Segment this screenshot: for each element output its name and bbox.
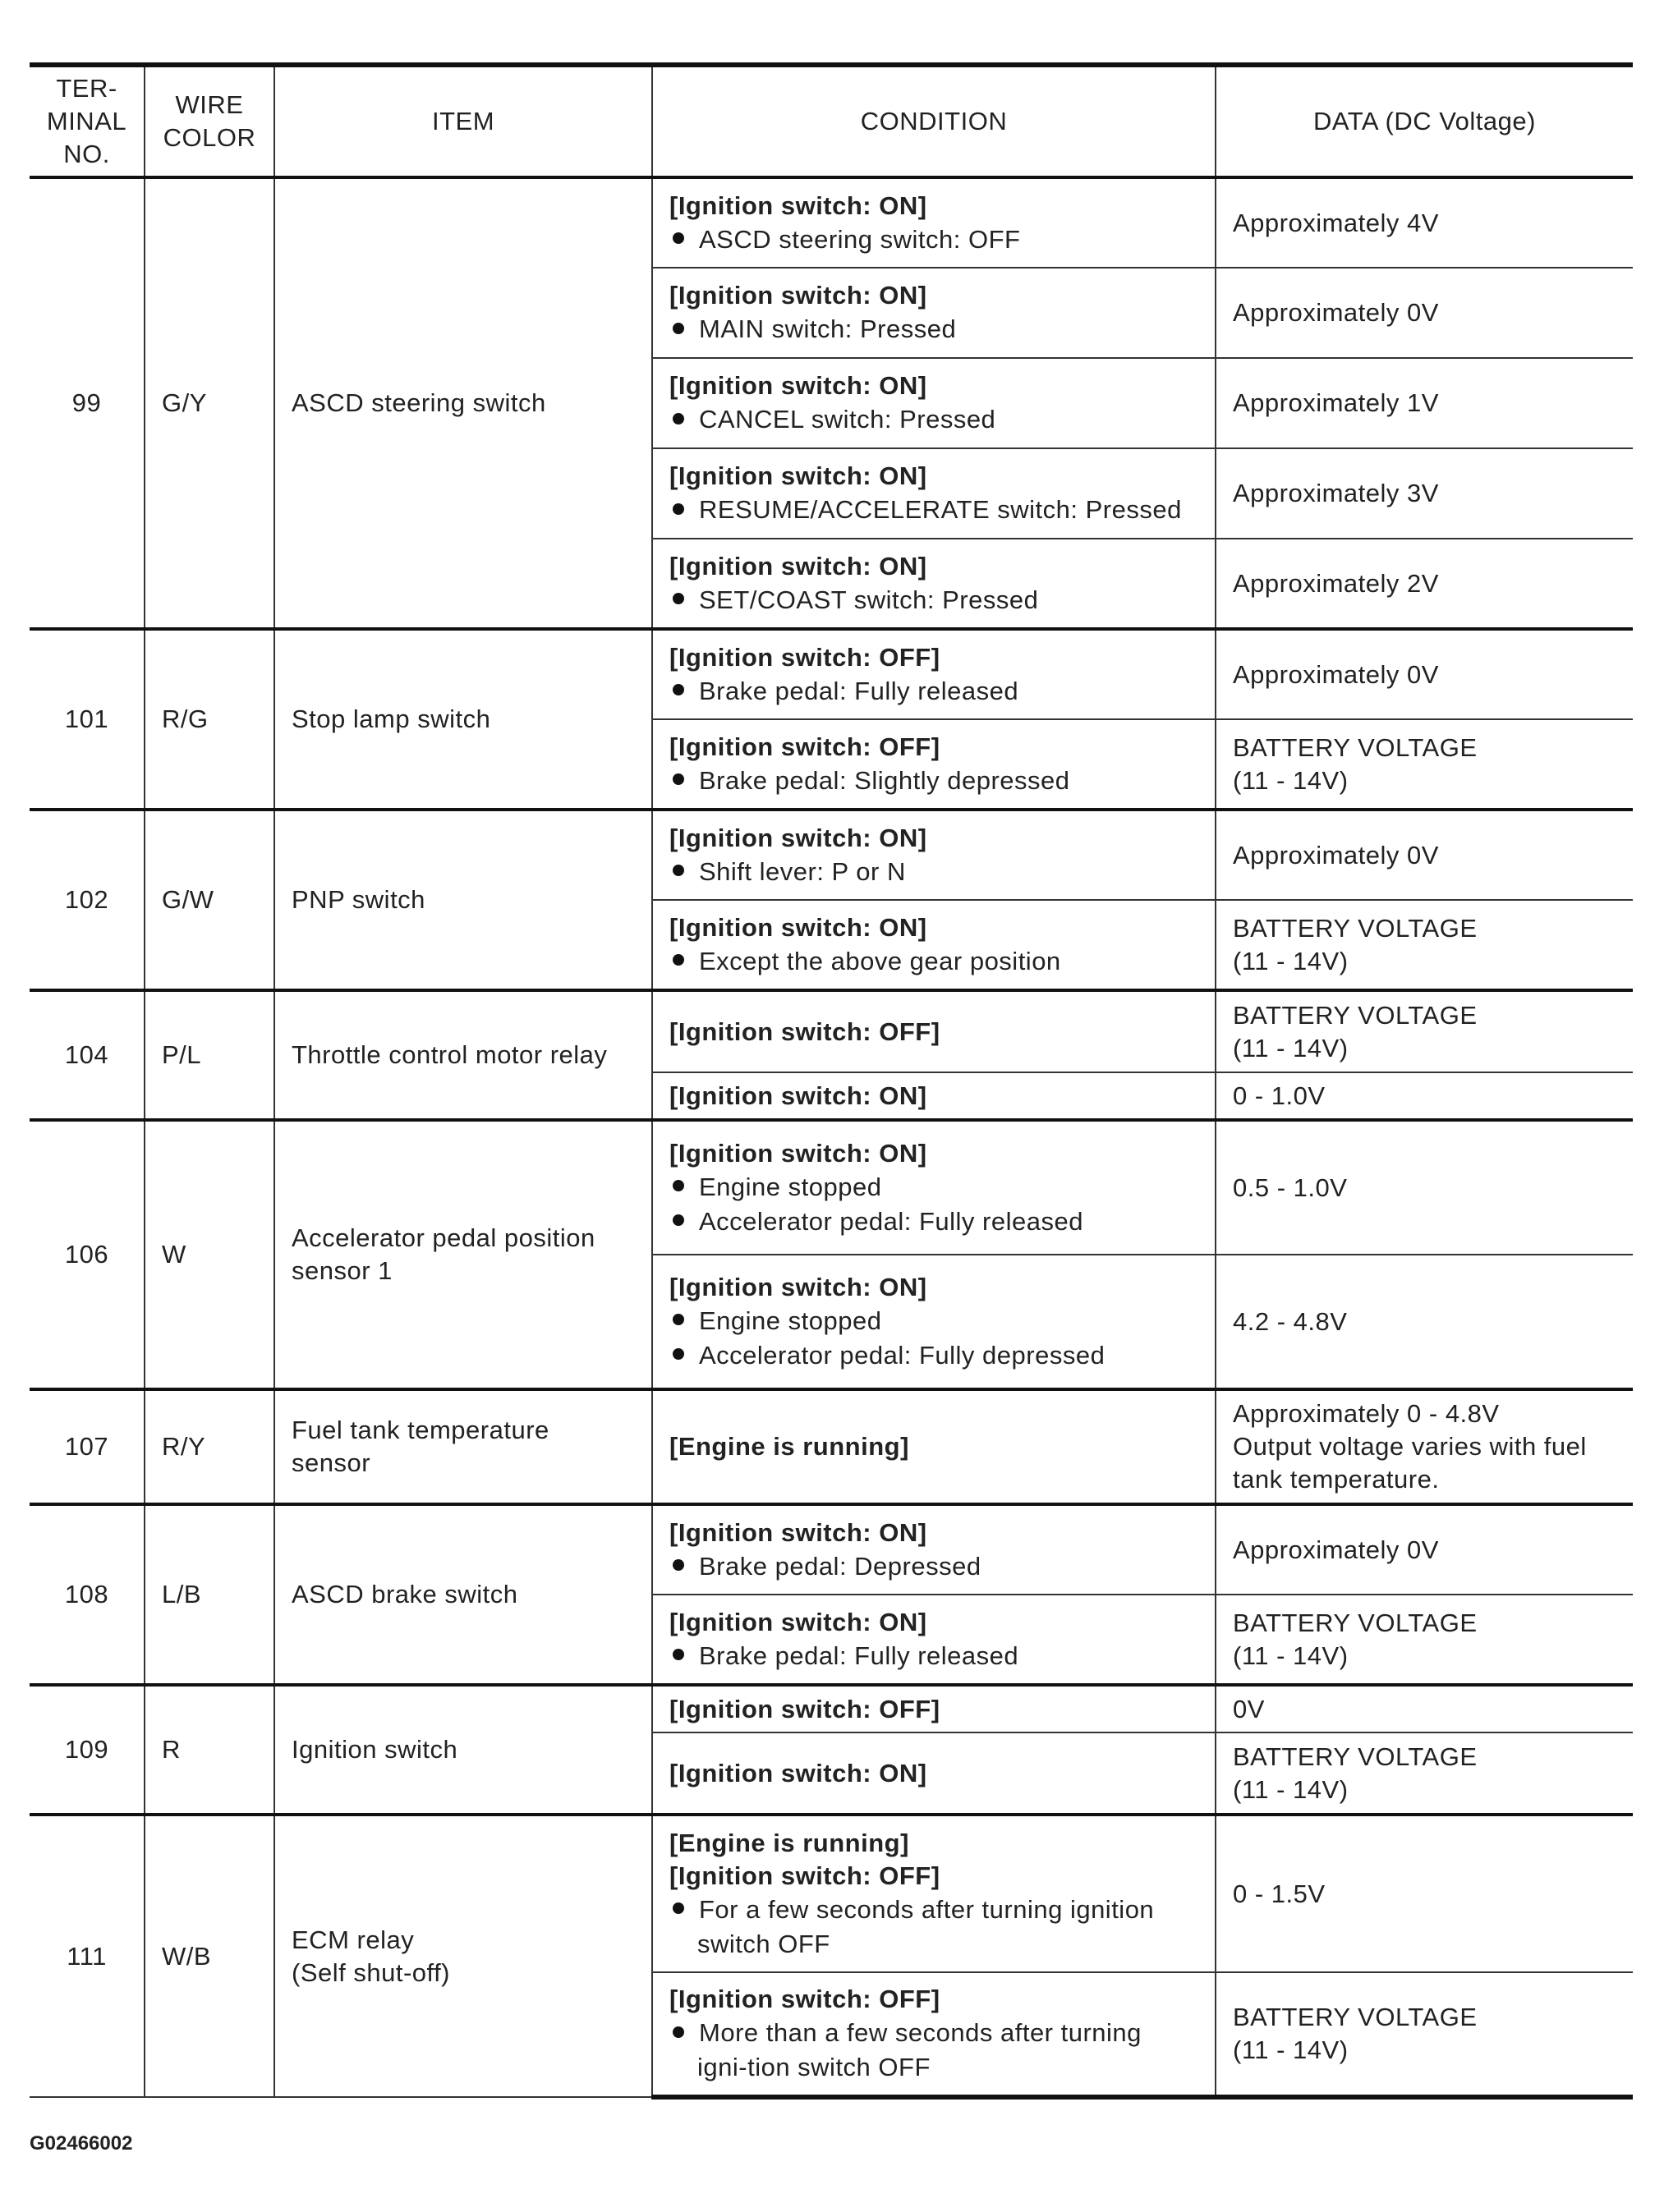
data-value: BATTERY VOLTAGE xyxy=(1233,2003,1478,2031)
data-cell xyxy=(1216,1072,1633,1120)
data-value: Approximately 0V xyxy=(1233,1535,1439,1564)
data-value: Approximately 2V xyxy=(1233,568,1439,598)
data-value: (11 - 14V) xyxy=(1233,1641,1349,1670)
data-cell xyxy=(1216,1815,1633,1972)
terminal-number: 104 xyxy=(30,990,145,1120)
data-cell xyxy=(1216,1685,1633,1732)
header-wire-color: WIRE COLOR xyxy=(145,65,274,177)
data-cell xyxy=(1216,539,1633,629)
condition-bullet-text: Brake pedal: Fully released xyxy=(699,1641,1019,1670)
condition-heading: [Ignition switch: OFF] xyxy=(669,1017,940,1046)
data-value: Approximately 1V xyxy=(1233,388,1439,417)
wire-color: R/G xyxy=(145,629,274,810)
condition-cell xyxy=(652,177,1216,268)
condition-bullet-text: For a few seconds after turning ignition switch OFF xyxy=(697,1894,1155,1958)
condition-cell xyxy=(652,1389,1216,1504)
header-data: DATA (DC Voltage) xyxy=(1216,65,1633,177)
bullet-dot-icon xyxy=(673,865,684,876)
item-name: Accelerator pedal position sensor 1 xyxy=(274,1120,652,1389)
condition-heading: [Ignition switch: ON] xyxy=(669,461,927,490)
terminal-number: 102 xyxy=(30,810,145,990)
terminal-number: 111 xyxy=(30,1815,145,2097)
bullet-dot-icon xyxy=(673,1649,684,1660)
data-cell xyxy=(1216,177,1633,268)
item-name: Ignition switch xyxy=(274,1685,652,1815)
condition-bullet-text: CANCEL switch: Pressed xyxy=(699,405,996,434)
condition-bullet-text: Engine stopped xyxy=(699,1306,882,1335)
condition-heading: [Ignition switch: ON] xyxy=(669,1081,927,1110)
item-name: Fuel tank temperature sensor xyxy=(274,1389,652,1504)
item-name: PNP switch xyxy=(274,810,652,990)
condition-cell xyxy=(652,1595,1216,1685)
condition-bullet-text: Accelerator pedal: Fully released xyxy=(699,1206,1083,1236)
data-cell xyxy=(1216,1732,1633,1815)
condition-bullet-text: Except the above gear position xyxy=(699,946,1061,975)
data-value: 4.2 - 4.8V xyxy=(1233,1306,1348,1336)
condition-cell xyxy=(652,1815,1216,1972)
condition-bullet xyxy=(669,674,1198,709)
table-row xyxy=(30,1120,1633,1255)
condition-heading: [Ignition switch: OFF] xyxy=(669,1985,940,2013)
condition-heading: [Ignition switch: ON] xyxy=(669,1517,927,1547)
bullet-dot-icon xyxy=(673,232,684,244)
bullet-dot-icon xyxy=(673,1559,684,1571)
condition-bullet xyxy=(669,855,1198,889)
data-value: Approximately 4V xyxy=(1233,208,1439,237)
condition-cell xyxy=(652,1120,1216,1255)
data-value: (11 - 14V) xyxy=(1233,765,1349,795)
condition-bullet xyxy=(669,1170,1198,1205)
data-value: BATTERY VOLTAGE xyxy=(1233,1000,1478,1030)
data-value: 0 - 1.0V xyxy=(1233,1081,1326,1110)
wire-color: P/L xyxy=(145,990,274,1120)
data-cell xyxy=(1216,1255,1633,1389)
wire-color: G/Y xyxy=(145,177,274,629)
condition-bullet xyxy=(669,312,1198,346)
condition-heading: [Ignition switch: ON] xyxy=(669,551,927,581)
data-value: BATTERY VOLTAGE xyxy=(1233,732,1478,762)
item-name: Throttle control motor relay xyxy=(274,990,652,1120)
wire-color: G/W xyxy=(145,810,274,990)
table-row xyxy=(30,1389,1633,1504)
header-condition: CONDITION xyxy=(652,65,1216,177)
data-value: Approximately 0V xyxy=(1233,298,1439,327)
bullet-dot-icon xyxy=(673,1214,684,1226)
data-value: (11 - 14V) xyxy=(1233,1033,1349,1062)
header-terminal-no: TER- MINAL NO. xyxy=(30,65,145,177)
condition-cell xyxy=(652,358,1216,448)
condition-heading: [Ignition switch: ON] xyxy=(669,823,927,852)
data-value: Output voltage varies with fuel tank temperature. xyxy=(1233,1432,1587,1494)
condition-bullet xyxy=(669,1549,1198,1584)
condition-bullet xyxy=(669,402,1198,437)
condition-heading: [Ignition switch: OFF] xyxy=(669,642,940,672)
data-cell xyxy=(1216,268,1633,358)
condition-cell xyxy=(652,1685,1216,1732)
condition-cell xyxy=(652,1255,1216,1389)
condition-bullet-text: Accelerator pedal: Fully depressed xyxy=(699,1340,1106,1370)
condition-bullet xyxy=(669,2016,1198,2085)
condition-bullet-text: Shift lever: P or N xyxy=(699,856,906,886)
figure-id: G02466002 xyxy=(30,2132,133,2155)
terminal-number: 109 xyxy=(30,1685,145,1815)
condition-heading: [Ignition switch: ON] xyxy=(669,912,927,942)
condition-bullet xyxy=(669,1893,1198,1962)
item-name: ASCD brake switch xyxy=(274,1504,652,1685)
data-cell xyxy=(1216,1972,1633,2097)
condition-heading: [Ignition switch: OFF] xyxy=(669,732,940,761)
wire-color: W xyxy=(145,1120,274,1389)
wire-color: W/B xyxy=(145,1815,274,2097)
condition-bullet xyxy=(669,1304,1198,1338)
terminal-number: 99 xyxy=(30,177,145,629)
data-value: 0.5 - 1.0V xyxy=(1233,1173,1348,1202)
bullet-dot-icon xyxy=(673,773,684,785)
condition-bullet-text: Brake pedal: Slightly depressed xyxy=(699,765,1070,795)
condition-cell xyxy=(652,1732,1216,1815)
condition-heading: [Ignition switch: ON] xyxy=(669,1138,927,1168)
bullet-dot-icon xyxy=(673,413,684,425)
data-cell xyxy=(1216,448,1633,539)
condition-bullet xyxy=(669,1639,1198,1673)
terminal-number: 101 xyxy=(30,629,145,810)
table-body xyxy=(30,177,1633,2097)
data-cell xyxy=(1216,900,1633,990)
bullet-dot-icon xyxy=(673,593,684,604)
table-row xyxy=(30,177,1633,268)
condition-cell xyxy=(652,1072,1216,1120)
wire-color: R/Y xyxy=(145,1389,274,1504)
condition-bullet xyxy=(669,583,1198,617)
item-name: Stop lamp switch xyxy=(274,629,652,810)
condition-cell xyxy=(652,539,1216,629)
table-row xyxy=(30,1685,1633,1732)
data-value: BATTERY VOLTAGE xyxy=(1233,913,1478,943)
data-value: Approximately 0V xyxy=(1233,840,1439,870)
data-value: (11 - 14V) xyxy=(1233,946,1349,975)
terminal-number: 106 xyxy=(30,1120,145,1389)
condition-heading: [Engine is running] [Ignition switch: OFF] xyxy=(669,1828,940,1890)
condition-bullet xyxy=(669,764,1198,798)
bullet-dot-icon xyxy=(673,503,684,515)
data-cell xyxy=(1216,990,1633,1072)
data-value: BATTERY VOLTAGE xyxy=(1233,1742,1478,1771)
table-row xyxy=(30,1504,1633,1595)
condition-cell xyxy=(652,1504,1216,1595)
condition-cell xyxy=(652,719,1216,810)
condition-cell xyxy=(652,900,1216,990)
condition-bullet xyxy=(669,1205,1198,1239)
condition-heading: [Ignition switch: OFF] xyxy=(669,1694,940,1723)
table-header-row xyxy=(30,65,1633,177)
condition-heading: [Ignition switch: ON] xyxy=(669,281,927,310)
bullet-dot-icon xyxy=(673,1902,684,1914)
data-value: Approximately 3V xyxy=(1233,479,1439,507)
data-cell xyxy=(1216,358,1633,448)
wire-color: R xyxy=(145,1685,274,1815)
condition-cell xyxy=(652,810,1216,900)
bullet-dot-icon xyxy=(673,1180,684,1191)
table-row xyxy=(30,810,1633,900)
data-value: 0 - 1.5V xyxy=(1233,1879,1326,1908)
condition-heading: [Ignition switch: ON] xyxy=(669,190,927,220)
condition-heading: [Ignition switch: ON] xyxy=(669,1272,927,1301)
condition-heading: [Engine is running] xyxy=(669,1432,909,1461)
table-row xyxy=(30,990,1633,1072)
data-cell xyxy=(1216,1120,1633,1255)
data-value: 0V xyxy=(1233,1694,1265,1723)
data-value: Approximately 0V xyxy=(1233,659,1439,689)
item-name: ECM relay (Self shut-off) xyxy=(274,1815,652,2097)
condition-cell xyxy=(652,990,1216,1072)
terminal-number: 107 xyxy=(30,1389,145,1504)
terminal-data-table xyxy=(30,62,1633,2100)
data-value: (11 - 14V) xyxy=(1233,1774,1349,1804)
bullet-dot-icon xyxy=(673,2026,684,2038)
condition-cell xyxy=(652,268,1216,358)
bullet-dot-icon xyxy=(673,1314,684,1325)
wire-color: L/B xyxy=(145,1504,274,1685)
header-item: ITEM xyxy=(274,65,652,177)
data-cell xyxy=(1216,1595,1633,1685)
data-cell xyxy=(1216,629,1633,719)
table-row xyxy=(30,1815,1633,1972)
condition-bullet-text: MAIN switch: Pressed xyxy=(699,314,957,343)
item-name: ASCD steering switch xyxy=(274,177,652,629)
condition-heading: [Ignition switch: ON] xyxy=(669,1607,927,1636)
data-value: Approximately 0 - 4.8V xyxy=(1233,1399,1500,1428)
condition-bullet-text: More than a few seconds after turning igni-tion switch OFF xyxy=(697,2018,1142,2081)
data-value: BATTERY VOLTAGE xyxy=(1233,1608,1478,1637)
condition-bullet-text: Brake pedal: Fully released xyxy=(699,676,1019,705)
condition-cell xyxy=(652,448,1216,539)
condition-bullet-text: ASCD steering switch: OFF xyxy=(699,224,1021,254)
condition-bullet-text: Engine stopped xyxy=(699,1172,882,1201)
bullet-dot-icon xyxy=(673,954,684,966)
terminal-number: 108 xyxy=(30,1504,145,1685)
condition-cell xyxy=(652,629,1216,719)
condition-bullet-text: SET/COAST switch: Pressed xyxy=(699,585,1039,614)
bullet-dot-icon xyxy=(673,684,684,695)
condition-bullet xyxy=(669,944,1198,979)
condition-bullet-text: RESUME/ACCELERATE switch: Pressed xyxy=(699,495,1182,524)
table-row xyxy=(30,629,1633,719)
data-value: (11 - 14V) xyxy=(1233,2035,1349,2064)
condition-bullet-text: Brake pedal: Depressed xyxy=(699,1551,981,1581)
bullet-dot-icon xyxy=(673,323,684,334)
condition-heading: [Ignition switch: ON] xyxy=(669,371,927,400)
condition-bullet xyxy=(669,493,1198,527)
data-cell xyxy=(1216,1389,1633,1504)
data-cell xyxy=(1216,1504,1633,1595)
condition-heading: [Ignition switch: ON] xyxy=(669,1758,927,1787)
data-cell xyxy=(1216,719,1633,810)
condition-cell xyxy=(652,1972,1216,2097)
condition-bullet xyxy=(669,1338,1198,1373)
data-cell xyxy=(1216,810,1633,900)
condition-bullet xyxy=(669,223,1198,257)
bullet-dot-icon xyxy=(673,1348,684,1360)
